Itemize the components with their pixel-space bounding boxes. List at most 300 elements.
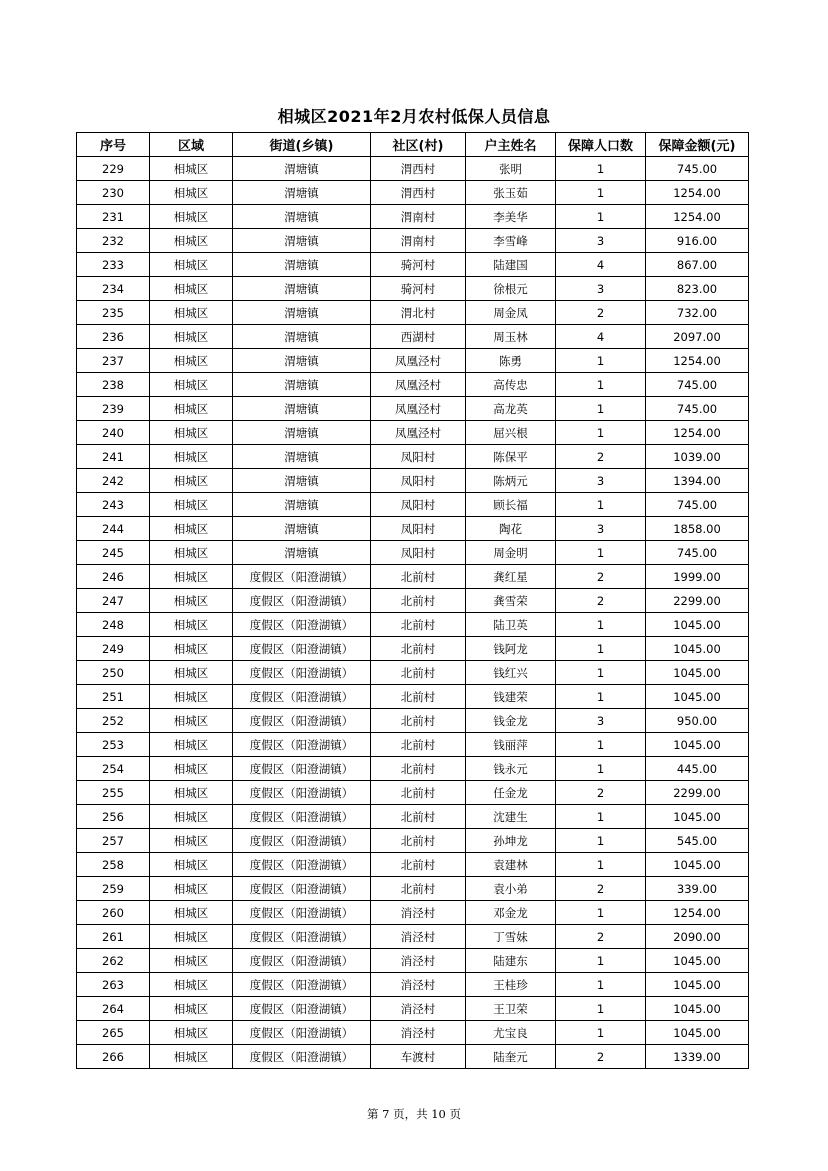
table-row [77,541,749,565]
cell-district: 相城区 [150,1045,233,1069]
cell-householder: 屈兴根 [466,421,556,445]
cell-persons: 1 [556,997,646,1021]
cell-householder: 沈建生 [466,805,556,829]
header-community: 社区(村) [371,133,466,157]
cell-persons: 1 [556,181,646,205]
cell-index: 258 [77,853,150,877]
cell-street: 渭塘镇 [233,181,371,205]
cell-amount: 2097.00 [646,325,749,349]
cell-index: 239 [77,397,150,421]
cell-district: 相城区 [150,205,233,229]
cell-district: 相城区 [150,733,233,757]
cell-persons: 2 [556,925,646,949]
header-persons: 保障人口数 [556,133,646,157]
cell-community: 渭南村 [371,229,466,253]
cell-street: 度假区（阳澄湖镇） [233,901,371,925]
cell-index: 261 [77,925,150,949]
cell-index: 233 [77,253,150,277]
cell-persons: 1 [556,397,646,421]
cell-district: 相城区 [150,325,233,349]
table-row [77,445,749,469]
cell-persons: 1 [556,757,646,781]
table-row [77,805,749,829]
cell-persons: 1 [556,949,646,973]
cell-amount: 1045.00 [646,637,749,661]
cell-community: 渭西村 [371,157,466,181]
table-row [77,157,749,181]
cell-community: 北前村 [371,805,466,829]
cell-community: 消泾村 [371,925,466,949]
cell-street: 度假区（阳澄湖镇） [233,709,371,733]
cell-amount: 2090.00 [646,925,749,949]
cell-householder: 陆奎元 [466,1045,556,1069]
cell-street: 渭塘镇 [233,493,371,517]
table-row [77,973,749,997]
cell-district: 相城区 [150,829,233,853]
cell-street: 渭塘镇 [233,469,371,493]
cell-community: 北前村 [371,685,466,709]
table-row [77,637,749,661]
table-row [77,253,749,277]
cell-persons: 1 [556,973,646,997]
cell-district: 相城区 [150,709,233,733]
cell-amount: 1394.00 [646,469,749,493]
cell-index: 236 [77,325,150,349]
cell-persons: 1 [556,637,646,661]
cell-index: 230 [77,181,150,205]
cell-index: 247 [77,589,150,613]
cell-amount: 916.00 [646,229,749,253]
cell-index: 240 [77,421,150,445]
cell-district: 相城区 [150,757,233,781]
cell-district: 相城区 [150,853,233,877]
cell-amount: 1045.00 [646,997,749,1021]
cell-community: 北前村 [371,709,466,733]
cell-community: 北前村 [371,781,466,805]
cell-persons: 1 [556,541,646,565]
cell-amount: 1858.00 [646,517,749,541]
cell-street: 渭塘镇 [233,325,371,349]
cell-householder: 王桂珍 [466,973,556,997]
cell-community: 凤凰泾村 [371,349,466,373]
cell-persons: 3 [556,517,646,541]
table-row [77,205,749,229]
cell-street: 渭塘镇 [233,397,371,421]
table-row [77,709,749,733]
cell-street: 度假区（阳澄湖镇） [233,1045,371,1069]
cell-amount: 1254.00 [646,421,749,445]
cell-district: 相城区 [150,949,233,973]
cell-householder: 龚红星 [466,565,556,589]
cell-community: 消泾村 [371,949,466,973]
cell-district: 相城区 [150,229,233,253]
cell-amount: 1254.00 [646,205,749,229]
cell-persons: 1 [556,805,646,829]
cell-amount: 1045.00 [646,853,749,877]
table-row [77,181,749,205]
table-row [77,877,749,901]
table-row [77,229,749,253]
cell-street: 渭塘镇 [233,301,371,325]
cell-street: 度假区（阳澄湖镇） [233,637,371,661]
cell-community: 凤阳村 [371,469,466,493]
table-row [77,613,749,637]
cell-index: 252 [77,709,150,733]
cell-community: 北前村 [371,589,466,613]
cell-community: 北前村 [371,757,466,781]
cell-householder: 周金明 [466,541,556,565]
cell-householder: 李雪峰 [466,229,556,253]
cell-district: 相城区 [150,661,233,685]
cell-district: 相城区 [150,589,233,613]
cell-street: 渭塘镇 [233,517,371,541]
cell-index: 231 [77,205,150,229]
cell-community: 车渡村 [371,1045,466,1069]
cell-householder: 钱建荣 [466,685,556,709]
cell-street: 渭塘镇 [233,229,371,253]
cell-street: 度假区（阳澄湖镇） [233,805,371,829]
cell-index: 265 [77,1021,150,1045]
cell-district: 相城区 [150,181,233,205]
cell-district: 相城区 [150,685,233,709]
cell-community: 北前村 [371,829,466,853]
cell-householder: 陆建东 [466,949,556,973]
table-row [77,661,749,685]
cell-district: 相城区 [150,517,233,541]
cell-persons: 1 [556,901,646,925]
cell-persons: 4 [556,253,646,277]
cell-householder: 龚雪荣 [466,589,556,613]
cell-index: 251 [77,685,150,709]
cell-amount: 745.00 [646,157,749,181]
cell-householder: 陈勇 [466,349,556,373]
cell-index: 262 [77,949,150,973]
cell-amount: 867.00 [646,253,749,277]
table-row [77,853,749,877]
cell-index: 250 [77,661,150,685]
cell-amount: 745.00 [646,493,749,517]
cell-persons: 1 [556,829,646,853]
cell-amount: 545.00 [646,829,749,853]
cell-street: 渭塘镇 [233,277,371,301]
header-street: 街道(乡镇) [233,133,371,157]
cell-amount: 1045.00 [646,805,749,829]
cell-index: 254 [77,757,150,781]
records-table [76,132,749,1069]
cell-district: 相城区 [150,565,233,589]
cell-street: 度假区（阳澄湖镇） [233,997,371,1021]
table-row [77,373,749,397]
cell-householder: 周金凤 [466,301,556,325]
page-footer: 第 7 页，共 10 页 [366,1107,462,1121]
cell-index: 266 [77,1045,150,1069]
table-row [77,277,749,301]
table-row [77,421,749,445]
cell-persons: 2 [556,565,646,589]
cell-community: 渭西村 [371,181,466,205]
cell-district: 相城区 [150,493,233,517]
cell-persons: 1 [556,685,646,709]
cell-persons: 1 [556,1021,646,1045]
cell-index: 229 [77,157,150,181]
cell-persons: 3 [556,469,646,493]
cell-street: 度假区（阳澄湖镇） [233,949,371,973]
cell-persons: 2 [556,301,646,325]
cell-street: 度假区（阳澄湖镇） [233,565,371,589]
table-row [77,685,749,709]
table-row [77,925,749,949]
cell-persons: 1 [556,661,646,685]
cell-householder: 陈保平 [466,445,556,469]
cell-district: 相城区 [150,397,233,421]
cell-street: 度假区（阳澄湖镇） [233,925,371,949]
cell-index: 244 [77,517,150,541]
cell-householder: 钱红兴 [466,661,556,685]
cell-index: 253 [77,733,150,757]
table-row [77,997,749,1021]
cell-householder: 顾长福 [466,493,556,517]
cell-index: 232 [77,229,150,253]
cell-community: 骑河村 [371,277,466,301]
cell-index: 264 [77,997,150,1021]
cell-district: 相城区 [150,253,233,277]
cell-street: 度假区（阳澄湖镇） [233,661,371,685]
cell-index: 259 [77,877,150,901]
cell-district: 相城区 [150,277,233,301]
cell-district: 相城区 [150,349,233,373]
cell-community: 凤阳村 [371,517,466,541]
cell-district: 相城区 [150,301,233,325]
table-row [77,901,749,925]
cell-street: 度假区（阳澄湖镇） [233,781,371,805]
header-index: 序号 [77,133,150,157]
header-amount: 保障金额(元) [646,133,749,157]
cell-community: 骑河村 [371,253,466,277]
table-row [77,349,749,373]
cell-index: 246 [77,565,150,589]
cell-householder: 李美华 [466,205,556,229]
table-row [77,517,749,541]
cell-district: 相城区 [150,445,233,469]
cell-street: 度假区（阳澄湖镇） [233,685,371,709]
cell-index: 255 [77,781,150,805]
cell-community: 北前村 [371,565,466,589]
cell-householder: 徐根元 [466,277,556,301]
cell-amount: 732.00 [646,301,749,325]
cell-householder: 尤宝良 [466,1021,556,1045]
cell-householder: 钱丽萍 [466,733,556,757]
table-row [77,397,749,421]
cell-street: 渭塘镇 [233,373,371,397]
table-row [77,469,749,493]
cell-persons: 2 [556,589,646,613]
cell-street: 度假区（阳澄湖镇） [233,733,371,757]
cell-street: 度假区（阳澄湖镇） [233,877,371,901]
cell-amount: 445.00 [646,757,749,781]
cell-persons: 2 [556,445,646,469]
cell-index: 257 [77,829,150,853]
cell-district: 相城区 [150,469,233,493]
cell-persons: 1 [556,613,646,637]
cell-index: 243 [77,493,150,517]
cell-district: 相城区 [150,637,233,661]
cell-householder: 袁建林 [466,853,556,877]
cell-persons: 1 [556,493,646,517]
cell-community: 凤阳村 [371,541,466,565]
cell-community: 凤阳村 [371,493,466,517]
cell-community: 北前村 [371,877,466,901]
cell-persons: 3 [556,709,646,733]
cell-index: 242 [77,469,150,493]
cell-community: 北前村 [371,637,466,661]
cell-amount: 1045.00 [646,973,749,997]
cell-index: 235 [77,301,150,325]
cell-householder: 丁雪妹 [466,925,556,949]
cell-community: 消泾村 [371,973,466,997]
cell-district: 相城区 [150,805,233,829]
cell-community: 凤凰泾村 [371,421,466,445]
cell-district: 相城区 [150,877,233,901]
table-row [77,781,749,805]
cell-amount: 1045.00 [646,613,749,637]
cell-street: 度假区（阳澄湖镇） [233,589,371,613]
cell-district: 相城区 [150,781,233,805]
cell-householder: 孙坤龙 [466,829,556,853]
cell-householder: 张明 [466,157,556,181]
header-district: 区域 [150,133,233,157]
table-row [77,493,749,517]
cell-street: 渭塘镇 [233,253,371,277]
cell-householder: 邓金龙 [466,901,556,925]
cell-householder: 王卫荣 [466,997,556,1021]
cell-district: 相城区 [150,925,233,949]
cell-district: 相城区 [150,997,233,1021]
cell-householder: 袁小弟 [466,877,556,901]
cell-community: 渭北村 [371,301,466,325]
cell-community: 渭南村 [371,205,466,229]
table-row [77,301,749,325]
cell-community: 消泾村 [371,997,466,1021]
table-row [77,1045,749,1069]
cell-index: 245 [77,541,150,565]
cell-householder: 钱阿龙 [466,637,556,661]
cell-householder: 周玉林 [466,325,556,349]
cell-district: 相城区 [150,421,233,445]
cell-street: 度假区（阳澄湖镇） [233,613,371,637]
cell-street: 度假区（阳澄湖镇） [233,973,371,997]
cell-persons: 1 [556,421,646,445]
cell-householder: 高龙英 [466,397,556,421]
cell-amount: 823.00 [646,277,749,301]
table-row [77,757,749,781]
cell-householder: 钱永元 [466,757,556,781]
table-row [77,1021,749,1045]
cell-amount: 1045.00 [646,685,749,709]
cell-district: 相城区 [150,541,233,565]
cell-persons: 2 [556,781,646,805]
cell-index: 241 [77,445,150,469]
cell-index: 260 [77,901,150,925]
cell-householder: 任金龙 [466,781,556,805]
cell-householder: 陆卫英 [466,613,556,637]
cell-street: 度假区（阳澄湖镇） [233,757,371,781]
cell-community: 北前村 [371,613,466,637]
table-row [77,949,749,973]
cell-persons: 3 [556,277,646,301]
cell-amount: 745.00 [646,373,749,397]
cell-amount: 1999.00 [646,565,749,589]
header-householder: 户主姓名 [466,133,556,157]
cell-street: 渭塘镇 [233,445,371,469]
cell-community: 凤阳村 [371,445,466,469]
cell-persons: 1 [556,853,646,877]
cell-amount: 1045.00 [646,949,749,973]
cell-index: 238 [77,373,150,397]
cell-persons: 1 [556,157,646,181]
cell-district: 相城区 [150,1021,233,1045]
cell-householder: 陶花 [466,517,556,541]
table-row [77,325,749,349]
cell-amount: 745.00 [646,397,749,421]
cell-index: 248 [77,613,150,637]
table-row [77,565,749,589]
cell-amount: 950.00 [646,709,749,733]
cell-index: 249 [77,637,150,661]
cell-street: 渭塘镇 [233,349,371,373]
cell-district: 相城区 [150,373,233,397]
cell-street: 渭塘镇 [233,205,371,229]
cell-street: 度假区（阳澄湖镇） [233,1021,371,1045]
cell-persons: 2 [556,1045,646,1069]
cell-persons: 4 [556,325,646,349]
cell-district: 相城区 [150,901,233,925]
cell-amount: 1045.00 [646,733,749,757]
cell-community: 凤凰泾村 [371,397,466,421]
cell-street: 渭塘镇 [233,157,371,181]
cell-index: 256 [77,805,150,829]
cell-amount: 2299.00 [646,781,749,805]
cell-householder: 高传忠 [466,373,556,397]
header-row [77,133,749,157]
cell-persons: 1 [556,205,646,229]
cell-community: 北前村 [371,853,466,877]
cell-amount: 1254.00 [646,349,749,373]
cell-community: 北前村 [371,733,466,757]
table-row [77,733,749,757]
cell-householder: 陈炳元 [466,469,556,493]
table-row [77,589,749,613]
cell-persons: 2 [556,877,646,901]
cell-amount: 1039.00 [646,445,749,469]
cell-community: 西湖村 [371,325,466,349]
cell-community: 消泾村 [371,1021,466,1045]
cell-householder: 钱金龙 [466,709,556,733]
cell-persons: 1 [556,373,646,397]
cell-householder: 陆建国 [466,253,556,277]
cell-amount: 745.00 [646,541,749,565]
cell-district: 相城区 [150,973,233,997]
cell-persons: 1 [556,349,646,373]
cell-persons: 3 [556,229,646,253]
cell-street: 度假区（阳澄湖镇） [233,853,371,877]
cell-index: 237 [77,349,150,373]
cell-district: 相城区 [150,157,233,181]
cell-community: 北前村 [371,661,466,685]
cell-community: 消泾村 [371,901,466,925]
cell-amount: 1254.00 [646,901,749,925]
document-title: 相城区2021年2月农村低保人员信息 [277,107,551,126]
cell-amount: 1339.00 [646,1045,749,1069]
